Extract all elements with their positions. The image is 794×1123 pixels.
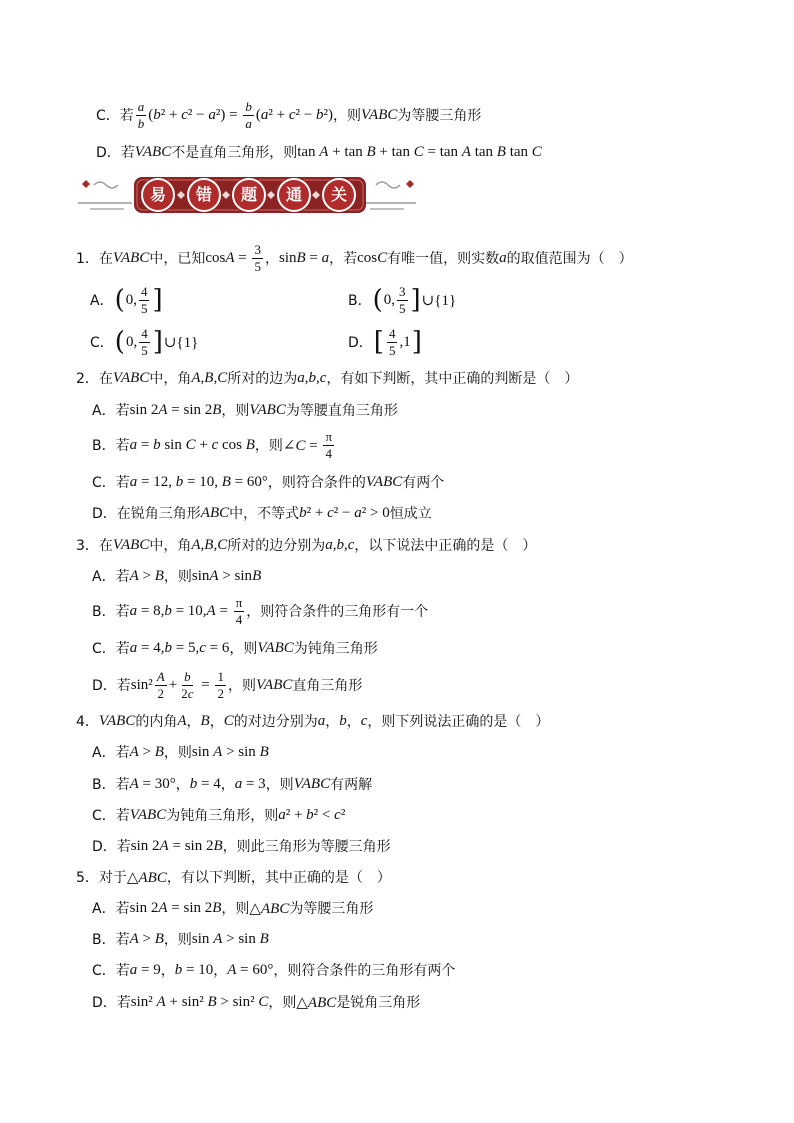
text: 4． bbox=[76, 714, 99, 730]
math-expression: (b² + c² − a²) = bbox=[148, 106, 242, 123]
math-expression: cosA = bbox=[205, 249, 251, 266]
math-expression: ∪{1} bbox=[163, 334, 199, 351]
banner-char: 易 bbox=[141, 178, 175, 212]
fraction bbox=[243, 100, 254, 131]
fraction bbox=[234, 596, 245, 627]
math-expression: VABC bbox=[365, 473, 403, 490]
text: 不是直角三角形，则 bbox=[171, 145, 298, 161]
text: 1．在 bbox=[76, 251, 113, 267]
math-expression: a = b sin C + c cos B bbox=[129, 436, 255, 453]
math-expression: c bbox=[360, 712, 368, 729]
bracket: ] bbox=[411, 327, 422, 357]
fraction bbox=[387, 327, 398, 358]
fraction-denominator: 4 bbox=[235, 611, 243, 627]
fraction-denominator: 2 bbox=[157, 685, 165, 701]
math-expression: sinA > sinB bbox=[191, 567, 262, 584]
text: ，若 bbox=[329, 251, 358, 267]
math-expression: B bbox=[200, 712, 210, 729]
math-expression: VABC bbox=[257, 639, 294, 656]
math-expression: A,B,C bbox=[191, 536, 228, 553]
text: A． bbox=[90, 293, 114, 309]
bracket: ( bbox=[114, 327, 125, 357]
text: 是锐角三角形 bbox=[336, 995, 421, 1011]
text: ，则下列说法正确的是（ ） bbox=[367, 714, 550, 730]
math-expression: sin A > sin B bbox=[191, 930, 269, 947]
question-1-option-b[interactable] bbox=[348, 280, 456, 320]
banner-char: 题 bbox=[232, 178, 266, 212]
math-expression: sin 2A = sin 2B bbox=[129, 401, 222, 418]
text: A．若 bbox=[92, 403, 130, 419]
text: ， bbox=[213, 963, 228, 979]
text: 中，不等式 bbox=[229, 506, 300, 522]
fraction-numerator: π bbox=[325, 428, 333, 444]
text: ，则 bbox=[229, 641, 258, 657]
question-1-stem bbox=[76, 238, 633, 278]
math-expression: b bbox=[339, 712, 347, 729]
fraction-denominator: 5 bbox=[141, 342, 148, 358]
text: 为等腰三角形 bbox=[289, 901, 374, 917]
fraction bbox=[397, 285, 408, 316]
fraction-numerator: b bbox=[184, 668, 191, 684]
fraction-denominator: 5 bbox=[388, 342, 396, 358]
question-1-option-d[interactable] bbox=[348, 322, 423, 362]
math-expression: A > B bbox=[129, 567, 164, 584]
math-expression: b = 10 bbox=[174, 961, 214, 978]
math-expression: △ABC bbox=[296, 994, 337, 1011]
text: D． bbox=[348, 335, 373, 351]
text: 的取值范围为（ ） bbox=[506, 251, 633, 267]
fraction-numerator: 3 bbox=[254, 241, 261, 257]
question-3-option-c[interactable] bbox=[92, 628, 378, 668]
fraction bbox=[323, 430, 334, 461]
prev-option-d bbox=[96, 132, 542, 172]
text: ，则 bbox=[268, 995, 297, 1011]
fraction-numerator: 4 bbox=[141, 325, 148, 341]
fraction-denominator: 2 bbox=[217, 685, 224, 701]
text: ， bbox=[346, 714, 361, 730]
bracket: ] bbox=[152, 327, 163, 357]
text: B．若 bbox=[92, 777, 130, 793]
banner-char: 关 bbox=[322, 178, 356, 212]
fraction-denominator: 5 bbox=[399, 300, 406, 316]
prev-option-c bbox=[96, 95, 481, 135]
text: ， bbox=[175, 777, 190, 793]
math-expression: tan A + tan B + tan C = tan A tan B tan C bbox=[297, 143, 542, 160]
math-expression: 0, bbox=[125, 333, 138, 350]
text: ，则 bbox=[163, 745, 192, 761]
math-expression: ∠C = bbox=[282, 437, 322, 454]
math-expression: VABC bbox=[134, 143, 172, 160]
math-expression: + bbox=[168, 676, 178, 693]
text: 所对的边分别为 bbox=[227, 538, 326, 554]
fraction-numerator: A bbox=[156, 668, 165, 684]
bracket: ( bbox=[114, 285, 125, 315]
text: ， bbox=[264, 251, 279, 267]
text: B．若 bbox=[92, 604, 130, 620]
text: 有两个 bbox=[402, 475, 445, 491]
right-swirl bbox=[376, 182, 400, 188]
math-expression: a = 3 bbox=[234, 775, 266, 792]
question-3-option-a[interactable] bbox=[92, 556, 261, 596]
question-2-option-a[interactable] bbox=[92, 390, 398, 430]
math-expression: △ABC bbox=[126, 869, 167, 886]
math-expression: sin² bbox=[130, 676, 153, 693]
math-expression: ABC bbox=[200, 504, 230, 521]
bracket: ( bbox=[372, 285, 383, 315]
math-expression: sin 2A = sin 2B bbox=[130, 837, 223, 854]
text: ，则此三角形为等腰三角形 bbox=[222, 839, 391, 855]
fraction-denominator: a bbox=[245, 115, 252, 131]
text: C．若 bbox=[92, 641, 130, 657]
text: ，则 bbox=[265, 777, 294, 793]
text: ，则符合条件的三角形有两个 bbox=[273, 963, 456, 979]
text: 有唯一值，则实数 bbox=[387, 251, 500, 267]
math-expression: a = 12, b = 10, B = 60° bbox=[129, 473, 268, 490]
math-expression: 0, bbox=[125, 291, 137, 308]
math-expression: A > B bbox=[129, 743, 164, 760]
text: 5．对于 bbox=[76, 870, 127, 886]
text: ，有如下判断，其中正确的判断是（ ） bbox=[326, 371, 579, 387]
text: ，则符合条件的 bbox=[267, 475, 366, 491]
text: 中，角 bbox=[149, 371, 192, 387]
math-expression: A = 60° bbox=[227, 961, 274, 978]
text: D．在锐角三角形 bbox=[92, 506, 201, 522]
math-expression: ,1 bbox=[399, 333, 411, 350]
fraction bbox=[136, 100, 147, 131]
text: 有两解 bbox=[330, 777, 373, 793]
text: 为等腰直角三角形 bbox=[285, 403, 398, 419]
fraction-numerator: 3 bbox=[399, 283, 406, 299]
math-expression: VABC bbox=[129, 806, 167, 823]
text: ，则 bbox=[227, 678, 256, 694]
text: B．若 bbox=[92, 438, 130, 454]
text: 所对的边为 bbox=[227, 371, 298, 387]
left-diamond bbox=[82, 180, 90, 188]
text: C．若 bbox=[92, 475, 130, 491]
text: ，则 bbox=[221, 901, 250, 917]
fraction-denominator: 5 bbox=[254, 258, 261, 274]
math-expression: sin A > sin B bbox=[191, 743, 269, 760]
text: 为钝角三角形，则 bbox=[166, 808, 279, 824]
text: C．若 bbox=[92, 963, 130, 979]
math-expression: C bbox=[223, 712, 234, 729]
question-1-option-c[interactable] bbox=[90, 322, 198, 362]
banner-char: 通 bbox=[277, 178, 311, 212]
fraction-denominator: 2c bbox=[181, 685, 194, 701]
text: ， bbox=[160, 963, 175, 979]
math-expression: A > B bbox=[129, 930, 164, 947]
math-expression: cosC bbox=[357, 249, 388, 266]
math-expression: sin² A + sin² B > sin² C bbox=[130, 993, 269, 1010]
text: 中，角 bbox=[149, 538, 192, 554]
question-2-option-b[interactable] bbox=[92, 425, 336, 465]
math-expression: △ABC bbox=[249, 900, 290, 917]
text: B． bbox=[348, 293, 372, 309]
math-expression: VABC bbox=[249, 401, 286, 418]
question-3-option-b[interactable] bbox=[92, 591, 428, 631]
text: D．若 bbox=[92, 839, 131, 855]
math-expression: 0, bbox=[383, 291, 396, 308]
text: ，以下说法中正确的是（ ） bbox=[354, 538, 537, 554]
math-expression: ∪{1} bbox=[421, 292, 457, 309]
question-3-option-d[interactable] bbox=[92, 665, 362, 705]
fraction-numerator: π bbox=[235, 594, 243, 610]
math-expression: A = 30° bbox=[129, 775, 176, 792]
text: C．若 bbox=[96, 108, 134, 124]
text: 2．在 bbox=[76, 371, 113, 387]
text: ， bbox=[186, 714, 201, 730]
text: ，则 bbox=[221, 403, 250, 419]
text: ， bbox=[220, 777, 235, 793]
section-banner bbox=[76, 172, 418, 218]
question-5-option-d[interactable] bbox=[92, 982, 420, 1022]
text: D．若 bbox=[96, 145, 135, 161]
math-expression: a bbox=[317, 712, 326, 729]
text: ，则符合条件的三角形有一个 bbox=[246, 604, 429, 620]
math-expression: a² + b² < c² bbox=[278, 806, 346, 823]
text: 中，已知 bbox=[149, 251, 206, 267]
text: A．若 bbox=[92, 569, 130, 585]
text: 为等腰三角形 bbox=[397, 108, 482, 124]
text: ， bbox=[325, 714, 340, 730]
text: 的对边分别为 bbox=[233, 714, 318, 730]
fraction-numerator: 4 bbox=[140, 283, 148, 299]
fraction-numerator: 1 bbox=[217, 668, 224, 684]
math-expression: VABC bbox=[360, 106, 398, 123]
question-1-option-a[interactable] bbox=[90, 280, 164, 320]
math-expression: sinB = a bbox=[278, 249, 330, 266]
fraction-denominator: 4 bbox=[325, 445, 333, 461]
fraction-numerator: b bbox=[245, 98, 252, 114]
math-expression: a = 8,b = 10,A = bbox=[129, 602, 232, 619]
text: ，则 bbox=[332, 108, 361, 124]
text: B．若 bbox=[92, 932, 130, 948]
fraction bbox=[252, 243, 263, 274]
fraction bbox=[139, 327, 150, 358]
fraction-numerator: 4 bbox=[388, 325, 396, 341]
fraction bbox=[179, 670, 195, 701]
text: 直角三角形 bbox=[292, 678, 363, 694]
math-expression: A,B,C bbox=[191, 369, 228, 386]
math-expression: VABC bbox=[255, 676, 293, 693]
fraction bbox=[215, 670, 226, 701]
text: 为钝角三角形 bbox=[293, 641, 378, 657]
math-expression: = bbox=[197, 676, 214, 693]
text: ，则 bbox=[163, 932, 192, 948]
math-expression: (a² + c² − b²) bbox=[255, 106, 333, 123]
math-expression: b = 4 bbox=[189, 775, 221, 792]
banner-char: 错 bbox=[187, 178, 221, 212]
text: ，则 bbox=[254, 438, 283, 454]
text: 3．在 bbox=[76, 538, 113, 554]
fraction-denominator: 5 bbox=[140, 300, 148, 316]
math-expression: a bbox=[499, 249, 507, 266]
fraction bbox=[155, 670, 167, 701]
right-diamond bbox=[406, 180, 414, 188]
math-expression: VABC bbox=[112, 249, 150, 266]
bracket: [ bbox=[373, 327, 384, 357]
fraction-denominator: b bbox=[137, 115, 145, 131]
text: ， bbox=[209, 714, 224, 730]
left-swirl bbox=[94, 182, 118, 188]
text: A．若 bbox=[92, 745, 130, 761]
math-expression: VABC bbox=[293, 775, 331, 792]
math-expression: A bbox=[177, 712, 187, 729]
text: D．若 bbox=[92, 995, 131, 1011]
fraction bbox=[139, 285, 150, 316]
fraction-numerator: a bbox=[137, 98, 145, 114]
text: A．若 bbox=[92, 901, 130, 917]
math-expression: a,b,c bbox=[325, 536, 355, 553]
math-expression: a = 4,b = 5,c = 6 bbox=[129, 639, 230, 656]
math-expression: a = 9 bbox=[129, 961, 161, 978]
bracket: ] bbox=[410, 285, 421, 315]
math-expression: sin 2A = sin 2B bbox=[129, 899, 222, 916]
math-expression: VABC bbox=[112, 536, 150, 553]
text: 恒成立 bbox=[389, 506, 432, 522]
text: 的内角 bbox=[135, 714, 178, 730]
bracket: ] bbox=[152, 285, 163, 315]
math-expression: b² + c² − a² > 0 bbox=[299, 504, 390, 521]
text: ，有以下判断，其中正确的是（ ） bbox=[166, 870, 391, 886]
text: C． bbox=[90, 335, 114, 351]
math-expression: VABC bbox=[98, 712, 136, 729]
math-expression: VABC bbox=[112, 369, 150, 386]
text: D．若 bbox=[92, 678, 131, 694]
text: C．若 bbox=[92, 808, 130, 824]
math-expression: a,b,c bbox=[297, 369, 327, 386]
text: ，则 bbox=[163, 569, 192, 585]
